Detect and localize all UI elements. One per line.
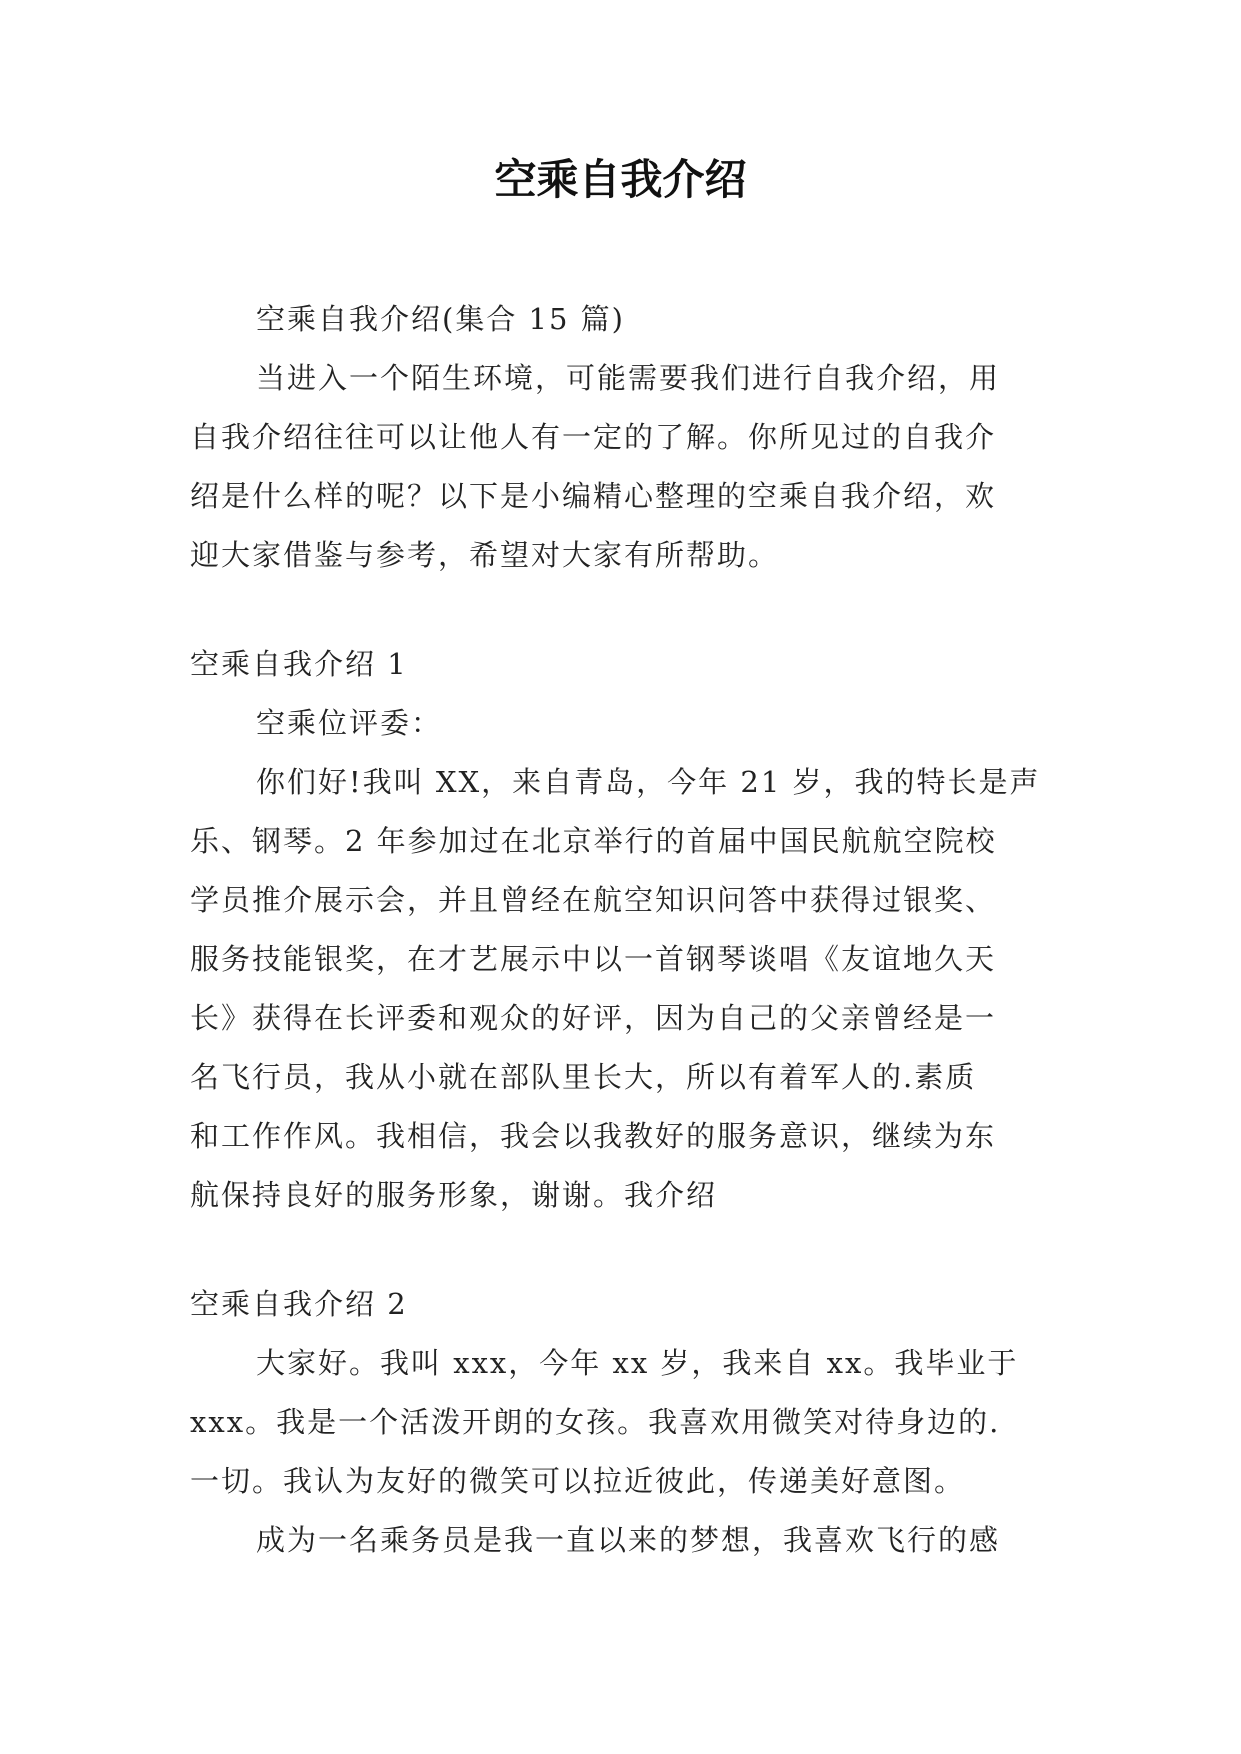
section-2-paragraph-line: 一切。我认为友好的微笑可以拉近彼此，传递美好意图。 (190, 1464, 966, 1498)
section-heading-2: 空乘自我介绍 2 (190, 1287, 408, 1321)
document-body (190, 290, 1055, 1570)
section-1-paragraph-line: 名飞行员，我从小就在部队里长大，所以有着军人的.素质 (190, 1060, 977, 1094)
section-1-paragraph-line: 学员推介展示会，并且曾经在航空知识问答中获得过银奖、 (190, 883, 997, 917)
section-2-paragraph-line: 大家好。我叫 xxx，今年 xx 岁，我来自 xx。我毕业于 (256, 1346, 1019, 1380)
section-spacer (190, 585, 1055, 635)
intro-paragraph-line: 自我介绍往往可以让他人有一定的了解。你所见过的自我介 (190, 420, 997, 454)
intro-paragraph-line: 迎大家借鉴与参考，希望对大家有所帮助。 (190, 538, 780, 572)
section-1-paragraph-line: 乐、钢琴。2 年参加过在北京举行的首届中国民航航空院校 (190, 824, 997, 858)
section-1-paragraph-line: 和工作作风。我相信，我会以我教好的服务意识，继续为东 (190, 1119, 997, 1153)
section-2-paragraph-line: 成为一名乘务员是我一直以来的梦想，我喜欢飞行的感 (256, 1523, 1001, 1557)
section-2-paragraph-line: xxx。我是一个活泼开朗的女孩。我喜欢用微笑对待身边的. (190, 1405, 1001, 1439)
section-1-paragraph-line: 长》获得在长评委和观众的好评，因为自己的父亲曾经是一 (190, 1001, 997, 1035)
intro-paragraph-line: 绍是什么样的呢？以下是小编精心整理的空乘自我介绍，欢 (190, 479, 997, 513)
section-heading-1: 空乘自我介绍 1 (190, 647, 408, 681)
section-1-paragraph-line: 你们好!我叫 XX，来自青岛，今年 21 岁，我的特长是声 (256, 765, 1041, 799)
section-spacer (190, 1225, 1055, 1275)
subtitle-line: 空乘自我介绍(集合 15 篇) (256, 302, 625, 336)
section-1-paragraph-line: 服务技能银奖，在才艺展示中以一首钢琴谈唱《友谊地久天 (190, 942, 997, 976)
section-1-paragraph-line: 航保持良好的服务形象，谢谢。我介绍 (190, 1178, 718, 1212)
page-title: 空乘自我介绍 (494, 155, 747, 204)
salutation-line: 空乘位评委： (256, 706, 443, 740)
intro-paragraph-line: 当进入一个陌生环境，可能需要我们进行自我介绍，用 (256, 361, 1001, 395)
